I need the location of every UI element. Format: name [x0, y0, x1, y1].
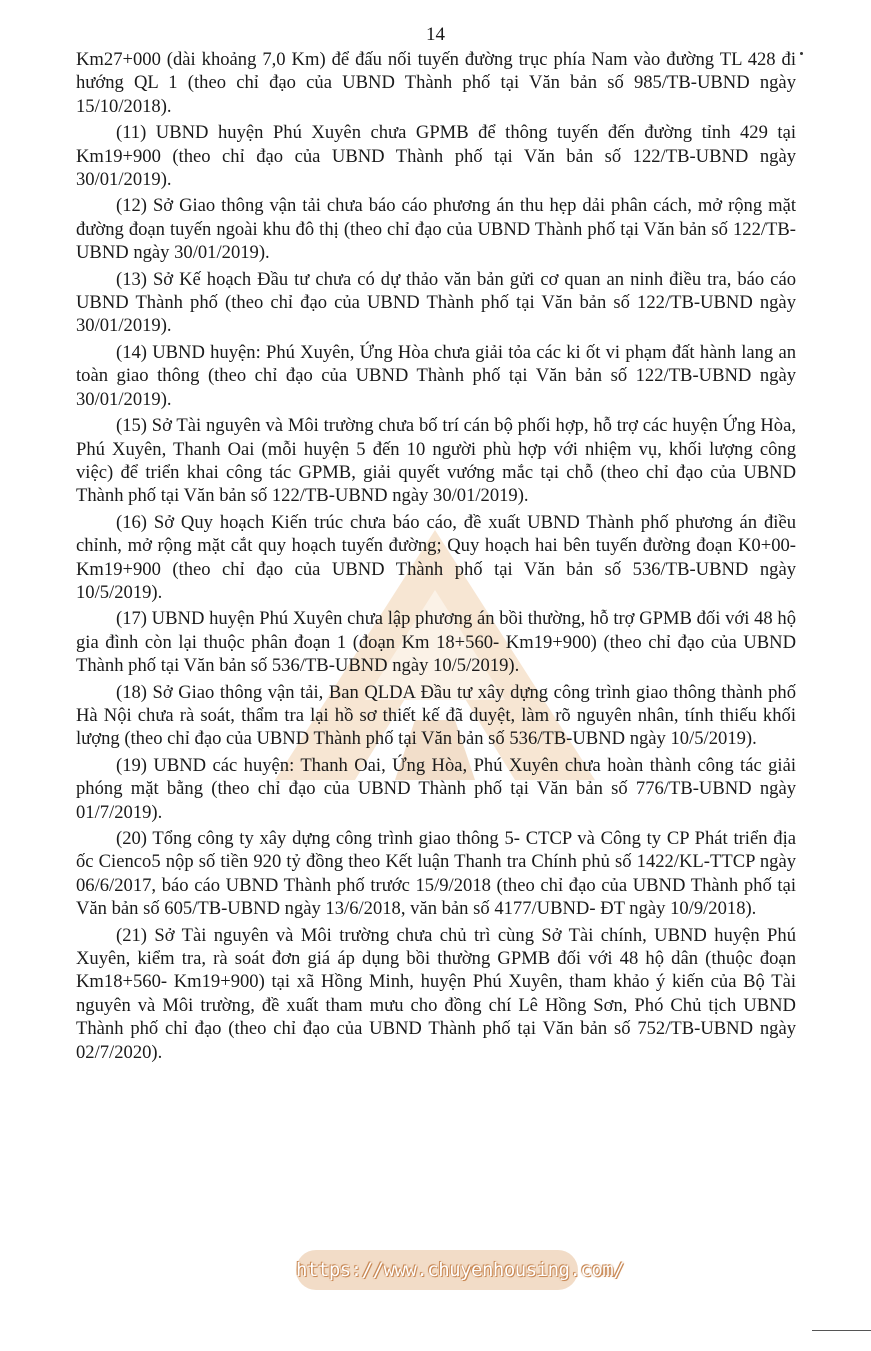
scan-dot [800, 52, 803, 55]
paragraph-item-16: (16) Sở Quy hoạch Kiến trúc chưa báo cáo, đề xuất UBND Thành phố phương án điều chỉnh, mở rộng mặt cắt quy hoạch tuyến đường; Quy hoạch hai bên tuyến đường đoạn K0+00-Km19+900 (theo chỉ đạo của UBND Thành phố tại Văn bản số 536/TB-UBND ngày 10/5/2019). [76, 511, 796, 603]
paragraph-item-17: (17) UBND huyện Phú Xuyên chưa lập phương án bồi thường, hỗ trợ GPMB đối với 48 hộ gia đình còn lại thuộc phân đoạn 1 (đoạn Km 18+560- Km19+900) (theo chỉ đạo của UBND Thành phố tại Văn bản số 536/TB-UBND ngày 10/5/2019). [76, 608, 796, 677]
paragraph-item-20: (20) Tổng công ty xây dựng công trình giao thông 5- CTCP và Công ty CP Phát triển địa ốc Cienco5 nộp số tiền 920 tỷ đồng theo Kết luận Thanh tra Chính phủ số 1422/KL-TTCP ngày 06/6/2017, báo cáo UBND Thành phố trước 15/9/2018 (theo chỉ đạo của UBND Thành phố tại Văn bản số 605/TB-UBND ngày 13/6/2018, văn bản số 4177/UBND- ĐT ngày 10/9/2018). [76, 828, 796, 920]
paragraph-item-21: (21) Sở Tài nguyên và Môi trường chưa chủ trì cùng Sở Tài chính, UBND huyện Phú Xuyên, kiểm tra, rà soát đơn giá áp dụng bồi thường GPMB đối với 48 hộ dân (thuộc đoạn Km18+560- Km19+900) tại xã Hồng Minh, huyện Phú Xuyên, tham khảo ý kiến của Bộ Tài nguyên và Môi trường, đề xuất tham mưu cho đồng chí Lê Hồng Sơn, Phó Chủ tịch UBND Thành phố chỉ đạo (theo chỉ đạo của UBND Thành phố tại Văn bản số 752/TB-UBND ngày 02/7/2020). [76, 924, 796, 1063]
paragraph-item-18: (18) Sở Giao thông vận tải, Ban QLDA Đầu tư xây dựng công trình giao thông thành phố Hà Nội chưa rà soát, thẩm tra lại hồ sơ thiết kế đã duyệt, làm rõ nguyên nhân, tính thiếu khối lượng (theo chỉ đạo của UBND Thành phố tại Văn bản số 536/TB-UBND ngày 10/5/2019). [76, 681, 796, 750]
watermark-url-banner: https://www.chuyenhousing.com/ [296, 1250, 578, 1290]
paragraph-item-11: (11) UBND huyện Phú Xuyên chưa GPMB để thông tuyến đến đường tỉnh 429 tại Km19+900 (theo chỉ đạo của UBND Thành phố tại Văn bản số 122/TB-UBND ngày 30/01/2019). [76, 122, 796, 191]
paragraph-item-14: (14) UBND huyện: Phú Xuyên, Ứng Hòa chưa giải tỏa các ki ốt vi phạm đất hành lang an toàn giao thông (theo chỉ đạo của UBND Thành phố tại Văn bản số 122/TB-UBND ngày 30/01/2019). [76, 341, 796, 410]
page-number: 14 [426, 24, 445, 45]
document-body [76, 48, 796, 1067]
paragraph-item-12: (12) Sở Giao thông vận tải chưa báo cáo phương án thu hẹp dải phân cách, mở rộng mặt đường đoạn tuyến ngoài khu đô thị (theo chỉ đạo của UBND Thành phố tại Văn bản số 122/TB-UBND ngày 30/01/2019). [76, 195, 796, 264]
paragraph-continuation: Km27+000 (dài khoảng 7,0 Km) để đấu nối tuyến đường trục phía Nam vào đường TL 428 đi hướng QL 1 (theo chỉ đạo của UBND Thành phố tại Văn bản số 985/TB-UBND ngày 15/10/2018). [76, 49, 796, 117]
footer-rule [812, 1330, 871, 1331]
paragraph-item-15: (15) Sở Tài nguyên và Môi trường chưa bố trí cán bộ phối hợp, hỗ trợ các huyện Ứng Hòa, Phú Xuyên, Thanh Oai (mỗi huyện 5 đến 10 người phù hợp với nhiệm vụ, khối lượng công việc) để triển khai công tác GPMB, giải quyết vướng mắc tại chỗ (theo chỉ đạo của UBND Thành phố tại Văn bản số 122/TB-UBND ngày 30/01/2019). [76, 415, 796, 507]
paragraph-item-13: (13) Sở Kế hoạch Đầu tư chưa có dự thảo văn bản gửi cơ quan an ninh điều tra, báo cáo UBND Thành phố (theo chỉ đạo của UBND Thành phố tại Văn bản số 122/TB-UBND ngày 30/01/2019). [76, 268, 796, 337]
paragraph-item-19: (19) UBND các huyện: Thanh Oai, Ứng Hòa, Phú Xuyên chưa hoàn thành công tác giải phóng mặt bằng (theo chỉ đạo của UBND Thành phố tại Văn bản số 776/TB-UBND ngày 01/7/2019). [76, 754, 796, 823]
